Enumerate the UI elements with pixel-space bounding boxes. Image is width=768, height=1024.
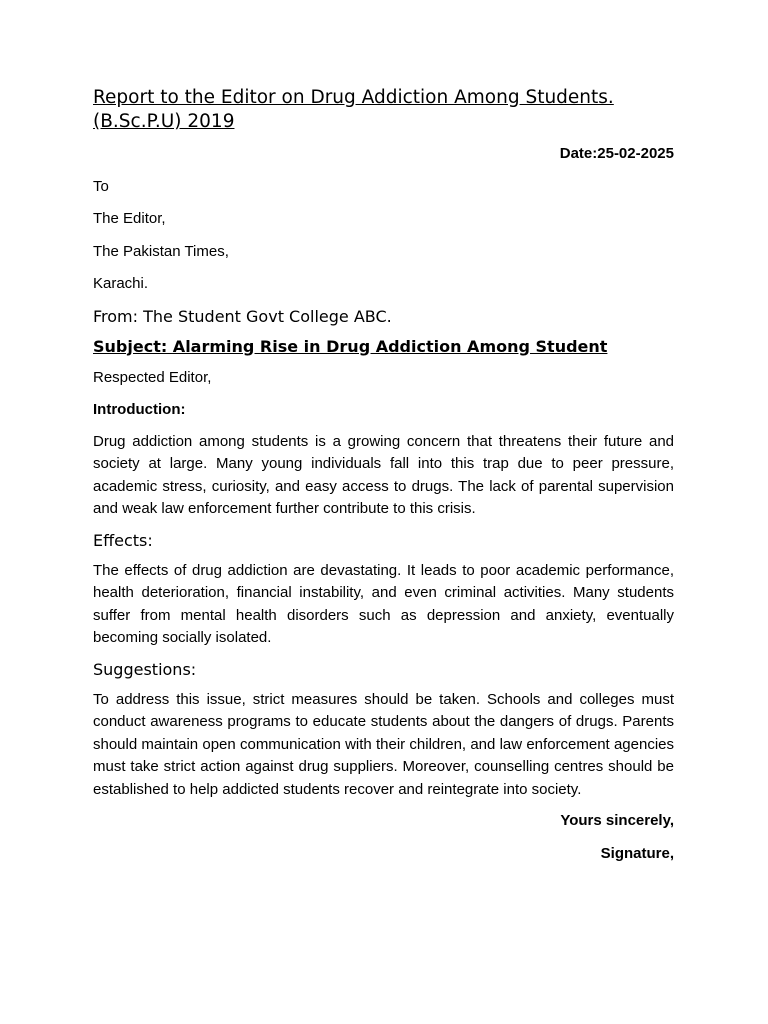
signature-line: Signature, <box>600 844 674 862</box>
recipient-editor: The Editor, <box>93 210 166 227</box>
recipient-city: Karachi. <box>93 275 149 292</box>
recipient-newspaper: The Pakistan Times, <box>93 242 229 260</box>
document-title: Report to the Editor on Drug Addiction Among Students. (B.Sc.P.U) 2019 <box>93 87 614 132</box>
suggestions-paragraph: To address this issue, strict measures should be taken. Schools and colleges must conduct awareness programs to educate students about the dangers of drugs. Parents should maintain open communication with their children, and law enforcement agencies must take strict action against drug suppliers. Moreover, counselling centres should be established to help addicted students recover and reintegrate into society. <box>93 690 674 798</box>
salutation: Respected Editor, <box>93 368 212 386</box>
effects-heading: Effects: <box>93 530 153 550</box>
closing-line: Yours sincerely, <box>560 812 674 829</box>
document-date: Date:25-02-2025 <box>559 145 674 162</box>
from-line: From: The Student Govt College ABC. <box>93 306 392 326</box>
document-page <box>93 86 674 875</box>
subject-line: Subject: Alarming Rise in Drug Addiction Among Student <box>93 336 608 356</box>
to-line: To <box>93 177 109 195</box>
introduction-heading: Introduction: <box>93 401 186 418</box>
effects-paragraph: The effects of drug addiction are devastating. It leads to poor academic performance, health deterioration, financial instability, and even criminal activities. Many students suffer from mental health disorders such as depression and anxiety, eventually becoming socially isolated. <box>93 561 674 646</box>
introduction-paragraph: Drug addiction among students is a growing concern that threatens their future and society at large. Many young individuals fall into this trap due to peer pressure, academic stress, curiosity, and easy access to drugs. The lack of parental supervision and weak law enforcement further contribute to this crisis. <box>93 432 674 517</box>
suggestions-heading: Suggestions: <box>93 659 197 679</box>
